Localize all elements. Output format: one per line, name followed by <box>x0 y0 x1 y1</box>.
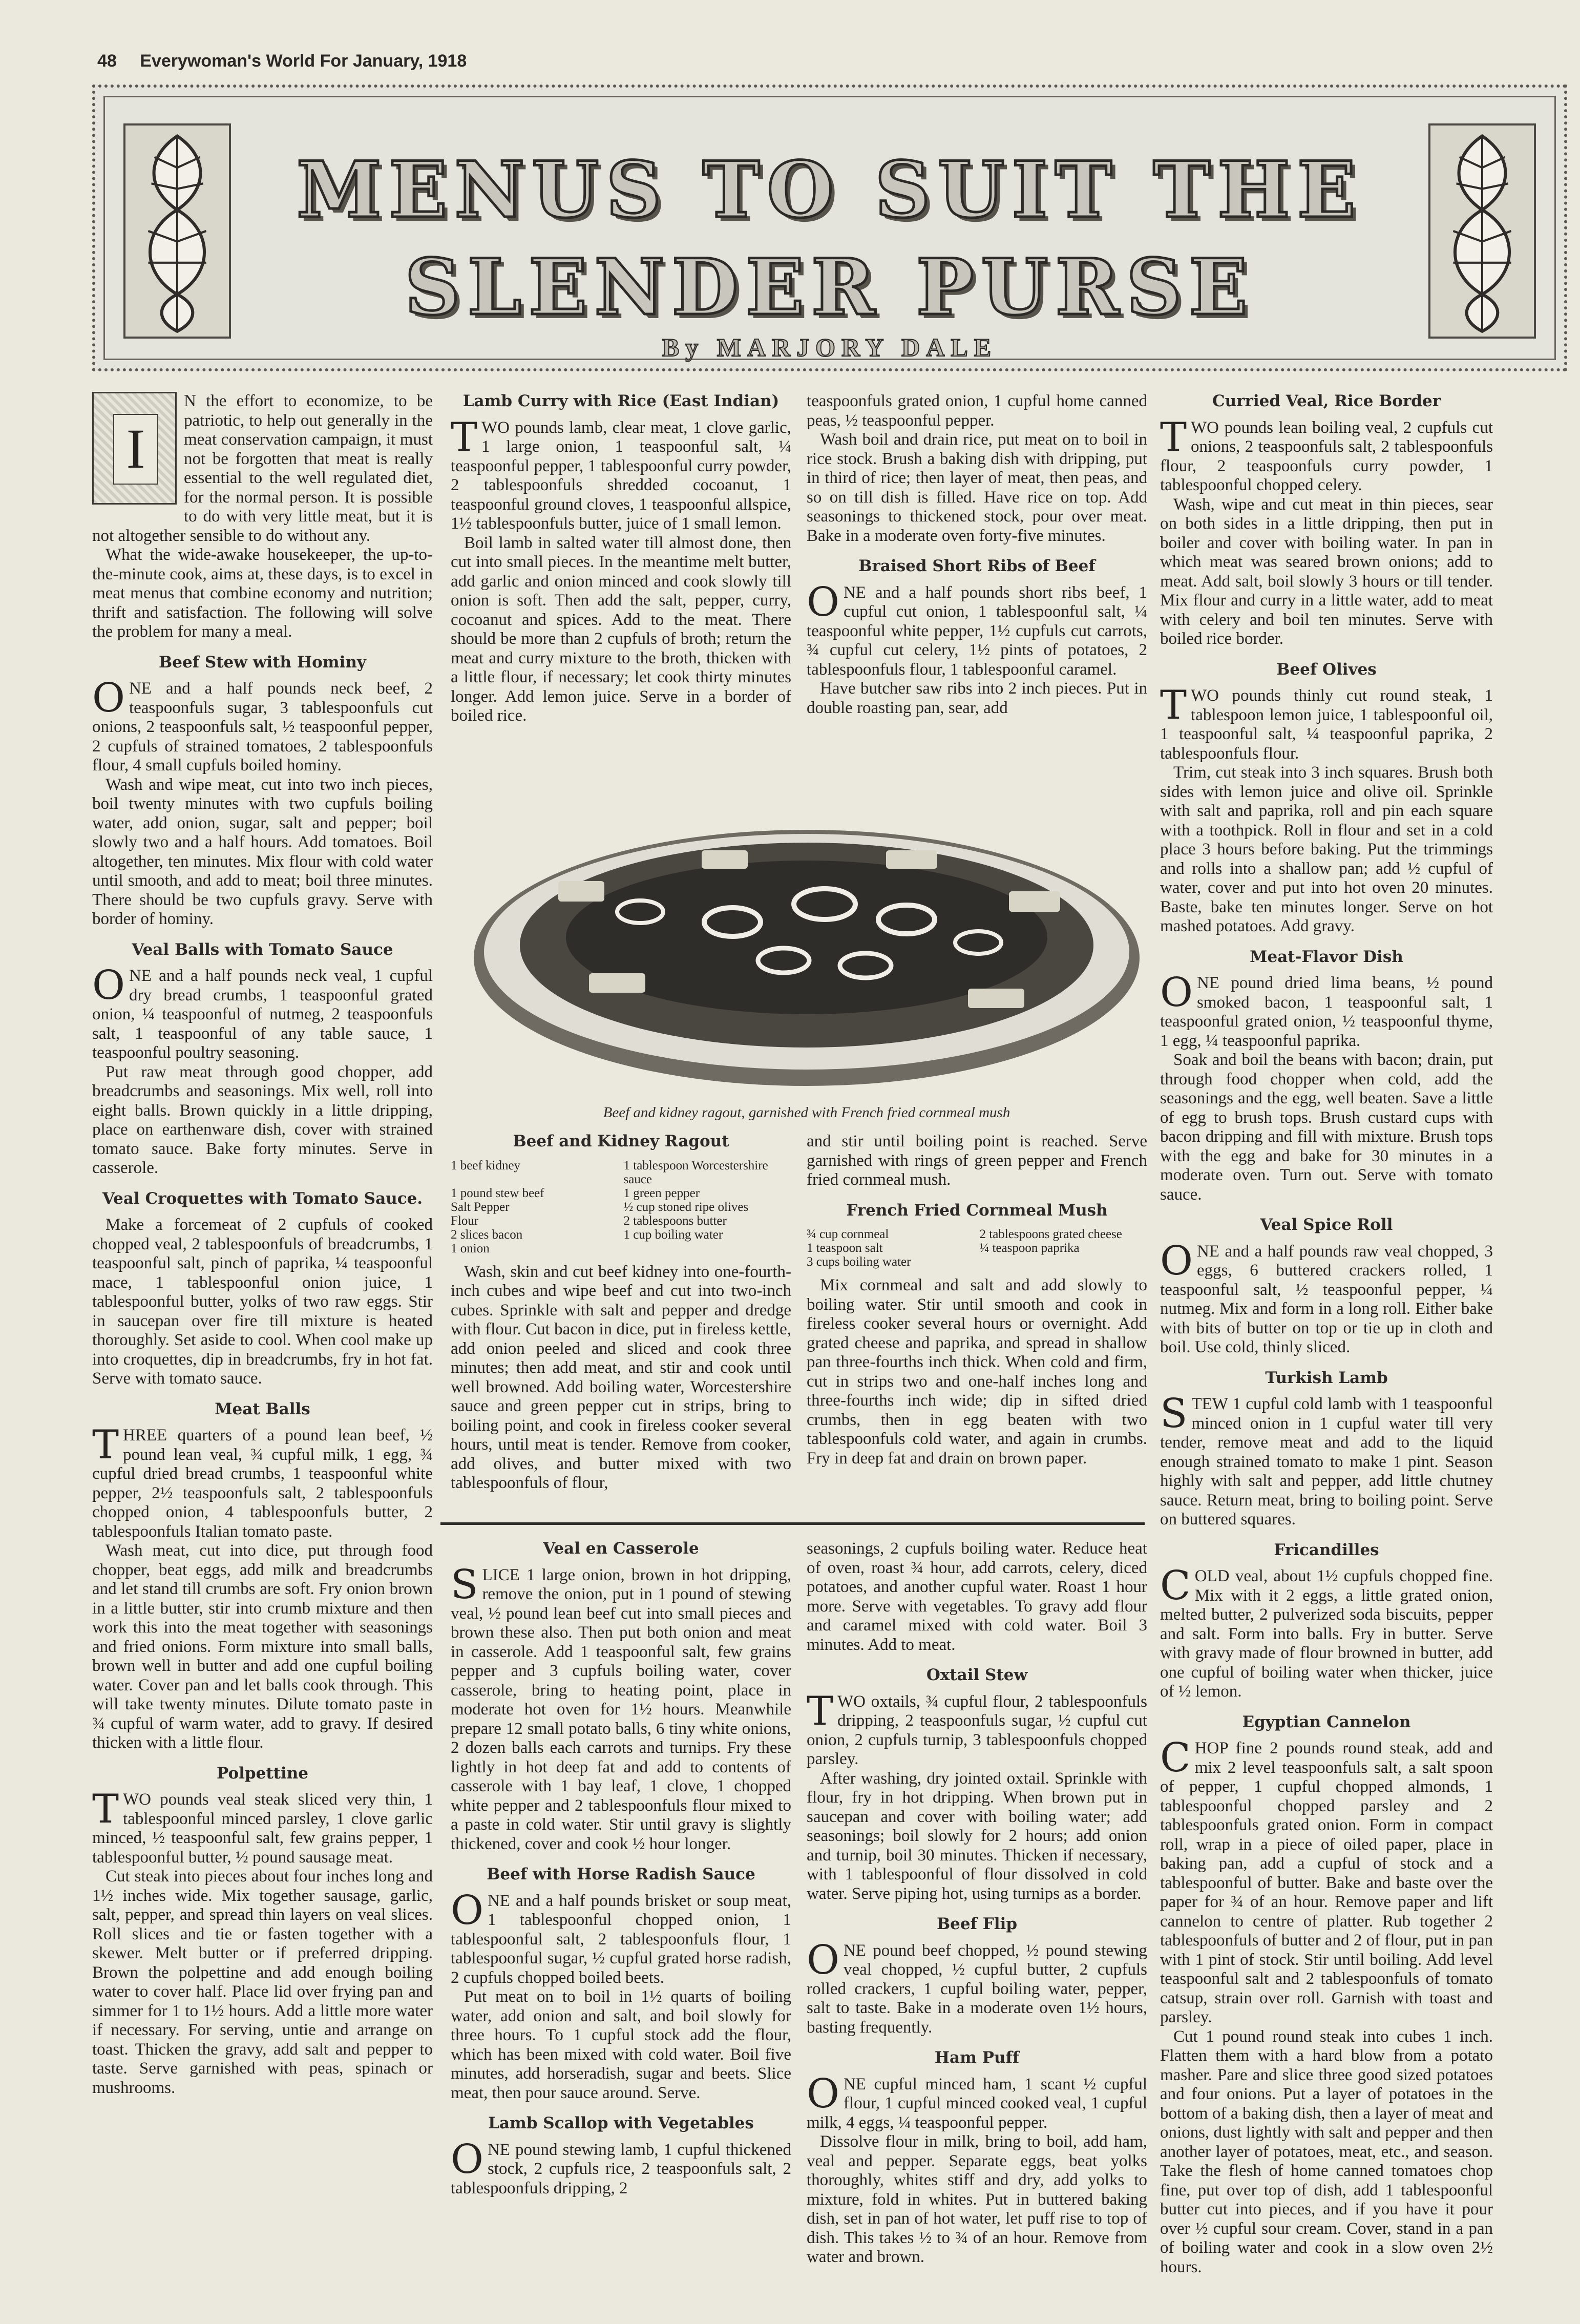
headline-line-1: MENUS TO SUIT THE <box>296 145 1363 235</box>
headline <box>249 141 1410 336</box>
recipe-title: Curried Veal, Rice Border <box>1212 392 1441 410</box>
column-3-middle <box>807 1132 1147 1468</box>
recipe-body: ONE and a half pounds raw veal chopped, 3 eggs, 6 buttered crackers rolled, 1 teaspoonful salt, ½ teaspoonful pepper, ¼ nutmeg. Mix and form in a long roll. Either bake with bits of butter on top or tie up in cloth and boil. Use cold, thinly sliced. <box>1160 1238 1493 1356</box>
ornamental-initial: I <box>92 392 177 505</box>
acanthus-leaf-ornament-icon <box>1428 123 1536 339</box>
folio <box>97 51 485 71</box>
recipe-method: Soak and boil the beans with bacon; drain, put through food chopper when cold, add the seasonings and the egg, well beaten. Save a little of egg to brush tops. Brush custard cups with bacon dripping and fill with mixture. Brush tops with the egg and bake for 30 minutes in a moderate oven. Turn out. Serve with tomato sauce. <box>1160 1051 1493 1204</box>
recipe-ingredients: ONE and a half pounds brisket or soup meat, 1 tablespoonful chopped onion, 1 tablespoonful salt, 2 tablespoonfuls flour, 1 tablespoonful sugar, ½ cupful grated horse radish, 2 cupfuls chopped boiled beets. <box>451 1887 791 1987</box>
recipe-method: Boil lamb in salted water till almost done, then cut into small pieces. In the meantime melt butter, add garlic and onion minced and cook slowly till onion is soft. Then add the salt, pepper, curry, cocoanut and spices. Add to the meat. There should be more than 2 cupfuls of broth; return the meat and curry mixture to the broth, thicken with a little flour, if necessary; let cook thirty minutes longer. Add lemon juice. Serve in a border of boiled rice. <box>451 533 791 725</box>
recipe-title: Beef Stew with Hominy <box>159 653 366 672</box>
recipe-method: Have butcher saw ribs into 2 inch pieces. Put in double roasting pan, sear, add <box>807 679 1147 717</box>
recipe-ingredients: ONE cupful minced ham, 1 scant ½ cupful flour, 1 cupful minced cooked veal, 1 cupful milk, 4 eggs, ¼ teaspoonful pepper. <box>807 2070 1147 2132</box>
column-4 <box>1160 392 1493 2277</box>
byline: By MARJORY DALE <box>662 333 998 362</box>
recipe-body: ONE pound beef chopped, ½ pound stewing veal chopped, ½ cupful butter, 2 cupfuls rolled crackers, 1 cupful boiling water, pepper, salt to taste. Bake in a moderate oven 1½ hours, basting frequently. <box>807 1937 1147 2037</box>
recipe-ingredients: ONE pound stewing lamb, 1 cupful thickened stock, 2 cupfuls rice, 2 teaspoonfuls salt, 2 tablespoonfuls dripping, 2 <box>451 2136 791 2197</box>
ragout-photo <box>466 789 1147 1106</box>
recipe-ingredients: TWO pounds lamb, clear meat, 1 clove garlic, 1 large onion, 1 teaspoonful salt, ¼ teaspoonful pepper, 1 tablespoonful curry powder, 2 tablespoonfuls shredded cocoanut, 1 teaspoonful ground cloves, 1 teaspoonful allspice, 1½ tablespoonfuls butter, juice of 1 small lemon. <box>451 414 791 533</box>
recipe-method: Wash boil and drain rice, put meat on to boil in rice stock. Brush a baking dish with dripping, put in third of rice; then layer of meat, then peas, and so on till dish is filled. Have rice on top. Add seasonings to thickened stock, pour over meat. Bake in a moderate oven forty-five minutes. <box>807 430 1147 545</box>
recipe-method: Cut 1 pound round steak into cubes 1 inch. Flatten them with a hard blow from a potato masher. Pare and slice three good sized potatoes and four onions. Put a layer of potatoes in the bottom of a baking dish, then a layer of meat and onions, dust lightly with salt and pepper and then another layer of potatoes, meat, etc., and season. Take the flesh of home canned tomatoes chop fine, put over top of dish, add 1 tablespoonful butter cut into pieces, and if you have it pour over ½ cupful sour cream. Cover, stand in a pan of boiling water and cook in a slow oven 2½ hours. <box>1160 2027 1493 2276</box>
recipe-title: Turkish Lamb <box>1265 1368 1388 1387</box>
recipe-title: Oxtail Stew <box>926 1666 1028 1684</box>
recipe-method: Mix cornmeal and salt and add slowly to boiling water. Stir until smooth and cook in fireless cooker several hours or overnight. Add grated cheese and paprika, and spread in shallow pan three-fourths inch thick. When cold and firm, cut in strips two and one-half inches long and three-fourths inch wide; dip in sifted dried crumbs, then in egg beaten with two tablespoonfuls cold water, and again in crumbs. Fry in deep fat and drain on brown paper. <box>807 1276 1147 1468</box>
recipe-method: Wash, skin and cut beef kidney into one-fourth-inch cubes and wipe beef and cut into two-inch cubes. Sprinkle with salt and pepper and dredge with flour. Cut bacon in dice, put in fireless kettle, add onion peeled and sliced and cook three minutes; then add meat, and stir and cook until well browned. Add boiling water, Worcestershire sauce and green pepper cut in strips, bring to boiling point, and cook in fireless cooker several hours, until meat is tender. Remove from cooker, add olives, and butter mixed with two tablespoonfuls of flour, <box>451 1262 791 1492</box>
title-banner <box>92 85 1567 371</box>
recipe-ingredients: THREE quarters of a pound lean beef, ½ pound lean veal, ¾ cupful milk, 1 egg, ¾ cupful dried bread crumbs, 1 teaspoonful white pepper, 2½ teaspoonfuls salt, 2 tablespoonfuls chopped onion, 4 tablespoonfuls butter, 2 tablespoonfuls Italian tomato paste. <box>92 1422 433 1541</box>
acanthus-leaf-ornament-icon <box>123 123 231 339</box>
recipe-ingredients: ONE pound dried lima beans, ½ pound smoked bacon, 1 teaspoonful salt, 1 teaspoonful grated onion, ½ teaspoonful thyme, 1 egg, ¼ teaspoonful paprika. <box>1160 970 1493 1050</box>
recipe-ingredients: TWO pounds veal steak sliced very thin, 1 tablespoonful minced parsley, 1 clove garlic minced, ½ teaspoonful salt, few grains pepper, 1 tablespoonful butter, ½ pound sausage meat. <box>92 1786 433 1867</box>
photo-caption: Beef and kidney ragout, garnished with French fried cornmeal mush <box>603 1104 1010 1121</box>
column-3-top <box>807 392 1147 718</box>
ingredient-list: ¾ cup cornmeal 2 tablespoons grated cheese 1 teaspoon salt ¼ teaspoon paprika 3 cups boiling water <box>807 1227 1122 1269</box>
section-divider <box>440 1522 1145 1525</box>
recipe-method: Trim, cut steak into 3 inch squares. Brush both sides with lemon juice and olive oil. Sprinkle with salt and paprika, roll and pin each square with a toothpick. Roll in flour and set in a cold place 3 hours before baking. Put the trimmings and rolls into a shallow pan; add ½ cupful of water, cover and put into hot oven 20 minutes. Baste, bake ten minutes longer. Serve on hot mashed potatoes. Add gravy. <box>1160 763 1493 935</box>
recipe-continued: teaspoonfuls grated onion, 1 cupful home canned peas, ½ teaspoonful pepper. <box>807 392 1147 430</box>
recipe-ingredients: ONE and a half pounds neck beef, 2 teaspoonfuls sugar, 3 tablespoonfuls cut onions, 2 teaspoonfuls salt, ½ teaspoonful pepper, 2 cupfuls of strained tomatoes, 2 tablespoonfuls flour, 4 small cupfuls boiled hominy. <box>92 675 433 774</box>
recipe-title: Veal en Casserole <box>543 1539 699 1558</box>
recipe-method: Put meat on to boil in 1½ quarts of boiling water, add onion and salt, and boil slowly for three hours. To 1 cupful stock add the flour, which has been mixed with cold water. Boil five minutes, add horseradish, sugar and beets. Slice meat, then pour sauce around. Serve. <box>451 1987 791 2102</box>
recipe-title: Beef Flip <box>936 1915 1017 1933</box>
recipe-body: SLICE 1 large onion, brown in hot dripping, remove the onion, put in 1 pound of stewing veal, ½ pound lean beef cut into small pieces and brown these also. Then put both onion and meat in casserole. Add 1 teaspoonful salt, few grains pepper and 3 cupfuls boiling water, cover casserole, bring to heating point, place in moderate hot oven for 1½ hours. Meanwhile prepare 12 small potato balls, 6 tiny white onions, 2 dozen balls each carrots and turnips. Fry these lightly in hot deep fat and add to contents of casserole with 1 bay leaf, 1 clove, 1 chopped white pepper and 2 tablespoonfuls flour mixed to a paste in cold water. Stir until gravy is slightly thickened, cover and cook ½ hour longer. <box>451 1561 791 1853</box>
recipe-method: Wash and wipe meat, cut into two inch pieces, boil twenty minutes with two cupfuls boiling water, add onion, sugar, salt and pepper; boil slowly two and a half hours. Add tomatoes. Boil altogether, ten minutes. Mix flour with cold water until smooth, and add to meat; boil three minutes. There should be two cupfuls gravy. Serve with border of hominy. <box>92 775 433 928</box>
recipe-title: Lamb Curry with Rice (East Indian) <box>462 392 780 410</box>
column-2-bottom <box>451 1539 791 2198</box>
recipe-method: After washing, dry jointed oxtail. Sprinkle with flour, fry in hot dripping. When brown put in saucepan and cover with boiling water; add seasonings; boil slowly for 2 hours; add onion and turnip, boil 30 minutes. Thicken if necessary, with 1 tablespoonful of flour dissolved in cold water. Serve piping hot, using turnips as a border. <box>807 1769 1147 1903</box>
intro-paragraph: N the effort to economize, to be patriotic, to help out generally in the meat conservation campaign, it must not be forgotten that meat is really essential to the well regulated diet, for the normal person. It is possible to do with very little meat, but it is not altogether sensible to do without any. <box>92 392 433 545</box>
recipe-title: Braised Short Ribs of Beef <box>858 557 1096 575</box>
recipe-body: CHOP fine 2 pounds round steak, add and mix 2 level teaspoonfuls salt, a salt spoon of pepper, 1 cupful chopped almonds, 1 tablespoonful chopped parsley and 2 tablespoonfuls grated onion. Form in compact roll, wrap in a piece of oiled paper, place in baking pan, add a cupful of stock and a tablespoonful of butter. Bake and baste over the paper for ¾ of an hour. Remove paper and lift cannelon to centre of platter. Rub together 2 tablespoonfuls of butter and 2 of flour, put in pan with 1 pint of stock. Stir until boiling. Add level teaspoonful salt and 2 tablespoonfuls of tomato catsup, strain over roll. Garnish with toast and parsley. <box>1160 1735 1493 2026</box>
recipe-title: Veal Croquettes with Tomato Sauce. <box>102 1189 423 1208</box>
recipe-ingredients: TWO pounds lean boiling veal, 2 cupfuls cut onions, 2 teaspoonfuls salt, 2 tablespoonfuls flour, 2 teaspoonfuls curry powder, 1 tablespoonful chopped celery. <box>1160 414 1493 494</box>
recipe-title: Meat Balls <box>215 1399 310 1418</box>
recipe-title: Beef and Kidney Ragout <box>513 1132 729 1150</box>
recipe-title: Veal Spice Roll <box>1260 1216 1393 1234</box>
page-number: 48 <box>97 51 117 71</box>
recipe-title: Ham Puff <box>934 2048 1020 2067</box>
recipe-method: Make a forcemeat of 2 cupfuls of cooked chopped veal, 2 tablespoonfuls of breadcrumbs, 1 teaspoonful salt, pinch of paprika, ¼ teaspoonful mace, 1 tablespoonful onion juice, 1 tablespoonful butter, yolks of two raw eggs. Stir in saucepan over fire till mixture is heated thoroughly. Set aside to cool. When cool make up into croquettes, dip in breadcrumbs, fry in hot fat. Serve with tomato sauce. <box>92 1216 433 1388</box>
recipe-ingredients: TWO pounds thinly cut round steak, 1 tablespoon lemon juice, 1 tablespoonful oil, 1 teaspoonful salt, ¼ teaspoonful paprika, 2 tablespoonfuls flour. <box>1160 682 1493 763</box>
column-2-middle <box>451 1132 791 1493</box>
recipe-body: STEW 1 cupful cold lamb with 1 teaspoonful minced onion in 1 cupful water till very tender, remove meat and add to the liquid enough strained tomato to make 1 pint. Season highly with salt and pepper, add little chutney sauce. Return meat, bring to boiling point. Serve on buttered squares. <box>1160 1391 1493 1529</box>
recipe-title: French Fried Cornmeal Mush <box>846 1201 1108 1220</box>
column-1 <box>92 392 433 2098</box>
recipe-title: Beef with Horse Radish Sauce <box>487 1865 755 1883</box>
recipe-title: Lamb Scallop with Vegetables <box>488 2114 754 2132</box>
recipe-method: Put raw meat through good chopper, add breadcrumbs and seasonings. Mix well, roll into eight balls. Brown quickly in a little dripping, place on earthenware dish, cover with strained tomato sauce. Bake forty minutes. Serve in casserole. <box>92 1062 433 1177</box>
recipe-title: Fricandilles <box>1274 1540 1379 1559</box>
recipe-body: COLD veal, about 1½ cupfuls chopped fine. Mix with it 2 eggs, a little grated onion, melted butter, 2 pulverized soda biscuits, pepper and salt. Form into balls. Fry in butter. Serve with gravy made of flour browned in butter, add one cupful of boiling water when thicker, juice of ½ lemon. <box>1160 1563 1493 1701</box>
column-3-bottom <box>807 1539 1147 2267</box>
recipe-continued: seasonings, 2 cupfuls boiling water. Reduce heat of oven, roast ¾ hour, add carrots, celery, diced potatoes, and another cupful water. Roast 1 hour more. Serve with vegetables. To gravy add flour and caramel mixed with cold water. Boil 3 minutes. Add to meat. <box>807 1539 1147 1654</box>
recipe-method: Wash, wipe and cut meat in thin pieces, sear on both sides in a little dripping, then put in boiler and cover with boiling water. In pan in which meat was seared brown onions; add to meat. Add salt, boil slowly 3 hours or till tender. Mix flour and curry in a little water, add to meat with celery and boil ten minutes. Serve with boiled rice border. <box>1160 495 1493 648</box>
recipe-method: Cut steak into pieces about four inches long and 1½ inches wide. Mix together sausage, garlic, salt, pepper, and spread thin layers on veal slices. Roll slices and tie or fasten together with a skewer. Melt butter or if preferred dripping. Brown the polpettine and add enough boiling water to cover half. Place lid over frying pan and simmer for 1 to 1½ hours. Add a little more water if necessary. For serving, untie and arrange on toast. Thicken the gravy, add salt and pepper to taste. Serve garnished with peas, spinach or mushrooms. <box>92 1867 433 2097</box>
recipe-title: Meat-Flavor Dish <box>1250 947 1403 966</box>
ingredient-list: 1 beef kidney 1 tablespoon Worcestershire sauce 1 pound stew beef 1 green pepper Salt Pepper ½ cup stoned ripe olives Flour 2 tablespoons butter 2 slices bacon 1 cup boiling water 1 onion <box>451 1158 768 1255</box>
recipe-title: Polpettine <box>216 1764 308 1783</box>
intro-paragraph: What the wide-awake housekeeper, the up-to-the-minute cook, aims at, these days, is to excel in meat menus that combine economy and nutrition; thrift and satisfaction. The following will solve the problem for many a meal. <box>92 546 433 641</box>
recipe-continued: and stir until boiling point is reached. Serve garnished with rings of green pepper and French fried cornmeal mush. <box>807 1132 1147 1189</box>
column-2-top <box>451 392 791 726</box>
recipe-ingredients: ONE and a half pounds short ribs beef, 1 cupful cut onion, 1 tablespoonful salt, ¼ teaspoonful white pepper, 1½ cupfuls cut carrots, ¾ cupful cut celery, 1½ pints of potatoes, 2 tablespoonfuls flour, 1 tablespoonful caramel. <box>807 579 1147 679</box>
recipe-title: Egyptian Cannelon <box>1242 1712 1411 1731</box>
recipe-ingredients: ONE and a half pounds neck veal, 1 cupful dry bread crumbs, 1 teaspoonful grated onion, ¼ teaspoonful of nutmeg, 2 teaspoonfuls salt, 1 teaspoonful of any table sauce, 1 teaspoonful poultry seasoning. <box>92 962 433 1062</box>
recipe-method: Dissolve flour in milk, bring to boil, add ham, veal and pepper. Separate eggs, beat yolks thoroughly, whites stiff and dry, add yolks to mixture, fold in whites. Put in buttered baking dish, set in pan of hot water, let puff rise to top of dish. This takes ½ to ¾ of an hour. Remove from water and brown. <box>807 2132 1147 2266</box>
issue-line: Everywoman's World For January, 1918 <box>140 51 467 71</box>
recipe-method: Wash meat, cut into dice, put through food chopper, beat eggs, add milk and breadcrumbs and let stand till crumbs are soft. Fry onion brown in a little butter, stir into crumb mixture and then work this into the meat together with seasonings and fried onions. Form mixture into small balls, brown well in butter and add one cupful boiling water. Cover pan and let balls cook through. This will take twenty minutes. Dilute tomato paste in ¾ cupful of warm water, add to gravy. If desired thicken with a little flour. <box>92 1541 433 1752</box>
recipe-ingredients: TWO oxtails, ¾ cupful flour, 2 tablespoonfuls dripping, 2 teaspoonfuls sugar, ½ cupful cut onion, 2 cupfuls turnip, 3 tablespoonfuls chopped parsley. <box>807 1688 1147 1768</box>
headline-line-2: SLENDER PURSE <box>405 242 1255 332</box>
recipe-title: Beef Olives <box>1276 660 1377 679</box>
recipe-title: Veal Balls with Tomato Sauce <box>132 940 393 959</box>
